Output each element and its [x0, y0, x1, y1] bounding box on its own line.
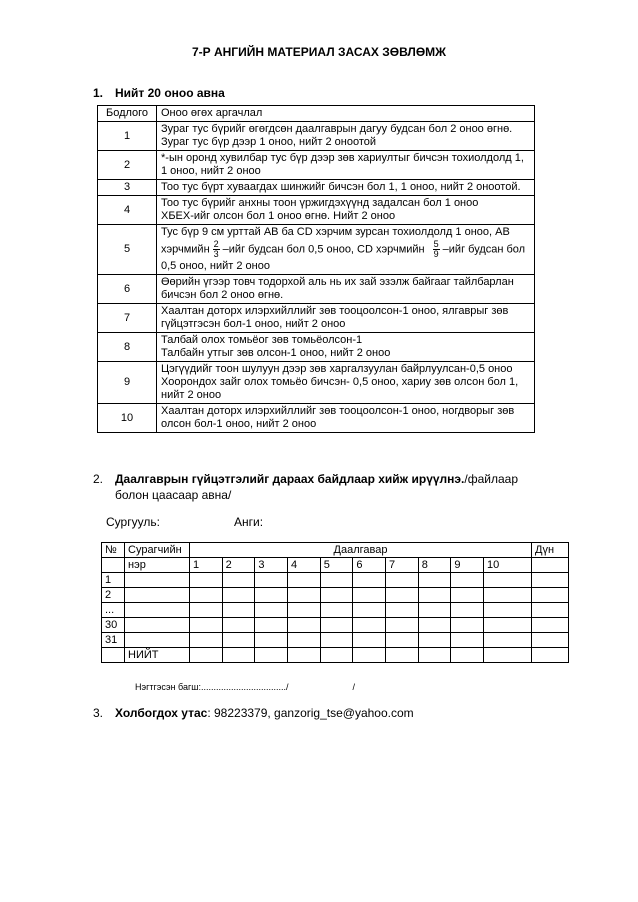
problem-id: 5 — [98, 225, 157, 275]
table-header-row — [98, 106, 535, 122]
table-row — [98, 304, 535, 333]
table-row — [98, 180, 535, 196]
table-row — [98, 225, 535, 275]
task-number: 8 — [418, 558, 451, 573]
scoring-text: Цэгүүдийг тоон шулуун дээр зөв харгалзуулан байрлуулсан-0,5 оноо Хоорондох зайг олох томьёо бичсэн- 0,5 оноо, хариу зөв олсон бол 1, нийт 2 оноо — [157, 362, 535, 404]
fraction-two-thirds: $\frac{2}{3}$ — [213, 239, 219, 259]
table-row — [102, 573, 569, 588]
section-note-line2: болон цаасаар авна/ — [115, 488, 232, 502]
section-note: /файлаар — [464, 472, 518, 486]
table-row — [98, 333, 535, 362]
problem-id: 7 — [98, 304, 157, 333]
task-number: 10 — [484, 558, 532, 573]
header-problem: Бодлого — [98, 106, 157, 122]
scoring-text: Хаалтан доторх илэрхийллийг зөв тооцоолсон-1 оноо, ногдворыг зөв олсон бол-1 оноо, нийт 2 оноо — [157, 404, 535, 433]
section-number: 1. — [93, 86, 104, 100]
contact-info: : 98223379, ganzorig_tse@yahoo.com — [207, 706, 414, 720]
problem-id: 4 — [98, 196, 157, 225]
scoring-text: Хаалтан доторх илэрхийллийг зөв тооцоолсон-1 оноо, ялгаврыг зөв гүйцэтгэсэн бол-1 оноо, нийт 2 оноо — [157, 304, 535, 333]
checked-by-line: Нэгтгэсэн багш:................................../ / — [135, 682, 356, 692]
problem-id: 3 — [98, 180, 157, 196]
header-tasks: Даалгавар — [190, 543, 532, 558]
empty-cell — [102, 558, 125, 573]
task-number: 2 — [222, 558, 255, 573]
table-row — [98, 275, 535, 304]
table-row — [98, 362, 535, 404]
row-label: 1 — [102, 573, 125, 588]
page-title: 7-Р АНГИЙН МАТЕРИАЛ ЗАСАХ ЗӨВЛӨМЖ — [191, 45, 447, 59]
task-number: 3 — [255, 558, 288, 573]
table-row — [102, 633, 569, 648]
task-number: 9 — [451, 558, 484, 573]
problem-id: 1 — [98, 122, 157, 151]
scoring-text: Зураг тус бүрийг өгөгдсөн даалгаврын дагуу будсан бол 2 оноо өгнө. Зураг тус бүр дээр 1 оноо, нийт 2 оноотой — [157, 122, 535, 151]
section-2 — [93, 471, 543, 503]
header-student-name: нэр — [125, 558, 190, 573]
row-label: 31 — [102, 633, 125, 648]
problem-id: 6 — [98, 275, 157, 304]
school-label: Сургууль: — [106, 515, 160, 529]
scoring-table — [97, 105, 535, 433]
row-label: 2 — [102, 588, 125, 603]
section-title: Холбогдох утас — [115, 706, 208, 720]
scoring-text: Тоо тус бүрт хуваагдах шинжийг бичсэн бол 1, 1 оноо, нийт 2 оноотой. — [157, 180, 535, 196]
problem-id: 2 — [98, 151, 157, 180]
task-number: 1 — [190, 558, 223, 573]
scoring-text: *-ын оронд хувилбар тус бүр дээр зөв хариултыг бичсэн тохиолдолд 1, 1 оноо, нийт 2 оноо — [157, 151, 535, 180]
scoring-text: Талбай олох томьёог зөв томьёолсон-1 Талбайн утгыг зөв олсон-1 оноо, нийт 2 оноо — [157, 333, 535, 362]
problem-id: 9 — [98, 362, 157, 404]
grade-table — [101, 542, 569, 663]
section-title: Нийт 20 оноо авна — [115, 86, 225, 100]
scoring-text: Өөрийн үгээр товч тодорхой аль нь их зай эзэлж байгааг тайлбарлан бичсэн бол 2 оноо өгнө. — [157, 275, 535, 304]
header-method: Оноо өгөх аргачлал — [157, 106, 535, 122]
section-1-heading — [93, 86, 225, 100]
table-row — [102, 588, 569, 603]
footer-total: НИЙТ — [125, 648, 190, 663]
empty-cell — [532, 558, 569, 573]
fraction-five-ninths: $\frac{5}{9}$ — [433, 239, 439, 259]
header-no: № — [102, 543, 125, 558]
row-label: 30 — [102, 618, 125, 633]
section-number: 3. — [93, 706, 104, 720]
table-row — [98, 196, 535, 225]
row-label: ... — [102, 603, 125, 618]
task-number: 7 — [386, 558, 419, 573]
section-title: Даалгаврын гүйцэтгэлийг дараах байдлаар хийж ирүүлнэ. — [115, 472, 465, 486]
problem-id: 10 — [98, 404, 157, 433]
table-row — [102, 618, 569, 633]
section-3 — [93, 706, 414, 720]
scoring-text: Тус бүр 9 см урттай AB ба CD хэрчим зурсан тохиолдолд 1 оноо, AB хэрчмийн $\frac{2}{3}$ –ийг будсан бол 0,5 оноо, CD хэрчмийн $\frac{5}{9}$ –ийг будсан бол 0,5 оноо, нийт 2 оноо — [157, 225, 535, 275]
task-number: 5 — [320, 558, 353, 573]
class-label: Анги: — [234, 515, 264, 529]
empty-cell — [102, 648, 125, 663]
section-number: 2. — [93, 472, 104, 486]
header-student: Сурагчийн — [125, 543, 190, 558]
header-total: Дүн — [532, 543, 569, 558]
scoring-text: Тоо тус бүрийг анхны тоон үржигдэхүүнд задалсан бол 1 оноо ХБЕХ-ийг олсон бол 1 оноо өгнө. Нийт 2 оноо — [157, 196, 535, 225]
table-row — [102, 603, 569, 618]
table-row — [98, 122, 535, 151]
total-row — [102, 648, 569, 663]
grade-subheader-row — [102, 558, 569, 573]
task-number: 4 — [288, 558, 321, 573]
table-row — [98, 404, 535, 433]
table-row — [98, 151, 535, 180]
problem-id: 8 — [98, 333, 157, 362]
slash: / — [352, 682, 356, 692]
task-number: 6 — [353, 558, 386, 573]
grade-header-row — [102, 543, 569, 558]
